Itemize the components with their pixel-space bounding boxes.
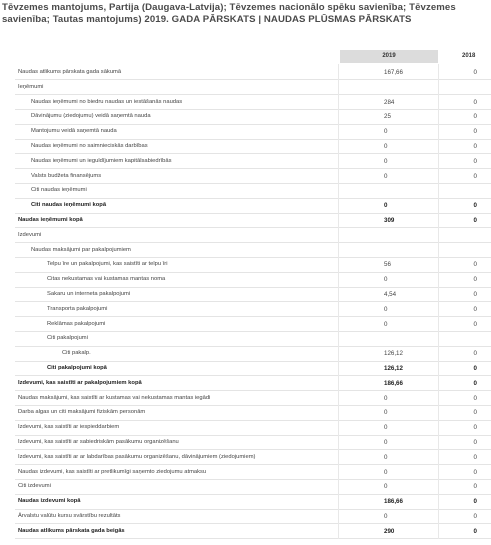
value-2018: 0 [473,350,477,358]
table-row [0,509,491,524]
value-2018: 0 [473,291,477,298]
value-2018: 0 [473,157,477,165]
column-divider [338,64,339,539]
value-2018: 0 [473,128,477,136]
row-label: Naudas atlikums pārskata gada sākumā [18,69,122,75]
value-2019: 186,66 [384,498,403,506]
value-2018: 0 [473,453,477,461]
value-2019: 284 [384,98,395,106]
row-label: Naudas izdevumi, kas saistīti ar pretlikumīgi saņemto ziedojumu atmaksu [18,468,207,475]
row-label: Mantojumu veidā saņemtā nauda [31,128,117,135]
value-2018: 0 [473,527,477,535]
table-row [0,243,491,258]
value-2018: 0 [473,439,477,446]
row-label: Izdevumi, kas saistīti ar iespieddarbiem [18,424,120,431]
row-label: Transporta pakalpojumi [47,305,108,312]
value-2019: 0 [384,453,388,461]
value-2019: 0 [384,305,388,313]
row-label: Izdevumi, kas saistīti ar sabiedriskām pasākumu organizēšanu [18,439,179,445]
value-2018: 0 [473,143,477,150]
table-row [0,198,491,213]
value-2018: 0 [473,513,477,520]
value-2019: 0 [384,394,388,402]
value-2018: 0 [473,202,477,210]
value-2019: 309 [384,217,395,224]
value-2019: 0 [384,513,388,520]
value-2019: 0 [384,202,388,210]
value-2019: 186,66 [384,379,403,387]
value-2018: 0 [473,483,477,491]
value-2019: 4,54 [384,291,397,298]
row-label: Naudas maksājumi par pakalpojumiem [31,246,131,253]
column-header-2018: 2018 [462,53,476,59]
row-label: Naudas ieņēmumi no saimnieciskās darbības [31,143,148,149]
table-row [0,272,491,287]
value-2018: 0 [473,276,477,284]
row-label: Naudas atlikums pārskata gada beigās [18,527,125,534]
value-2019: 0 [384,424,388,432]
value-2019: 25 [384,113,391,121]
row-label: Dāvinājumu (ziedojumu) veidā saņemtā nauda [31,113,151,120]
value-2019: 0 [384,468,388,476]
table-row [0,494,491,509]
table-row [0,317,491,332]
row-label: Telpu īre un pakalpojumi, kas saistīti ar telpu īri [47,261,168,268]
table-row [0,287,491,302]
value-2019: 0 [384,439,388,446]
value-2018: 0 [473,424,477,432]
row-label: Sakaru un interneta pakalpojumi [47,291,131,297]
value-2019: 0 [384,157,388,165]
value-2019: 0 [384,409,388,417]
row-label: Citas nekustamas vai kustamas mantas noma [47,276,166,283]
value-2018: 0 [473,379,477,387]
row-label: Izdevumi, kas saistīti ar ar labdarības pasākumu organizēšanu, dāvinājumiem (ziedojumiem) [18,453,256,460]
table-row [0,65,491,80]
table-row [0,479,491,494]
table-row [0,139,491,154]
value-2018: 0 [473,113,477,121]
value-2019: 0 [384,172,388,180]
row-label: Naudas ieņēmumi no biedru naudas un iestāšanās naudas [31,98,183,105]
row-label: Citi izdevumi [18,483,51,490]
value-2019: 290 [384,527,395,535]
value-2018: 0 [473,69,477,76]
row-label: Izdevumi, kas saistīti ar pakalpojumiem kopā [18,379,142,386]
value-2019: 0 [384,483,388,491]
value-2019: 0 [384,276,388,284]
table-row [0,420,491,435]
table-row [0,95,491,110]
value-2018: 0 [473,217,477,224]
table-row [0,302,491,317]
row-label: Ieņēmumi [18,83,44,90]
value-2019: 0 [384,320,388,328]
column-header-2019: 2019 [340,50,438,63]
value-2019: 167,66 [384,69,403,76]
table-row [0,331,491,346]
table-row [0,391,491,406]
table-row [0,524,491,539]
table-row [0,124,491,139]
table-row [0,435,491,450]
value-2018: 0 [473,468,477,476]
row-label: Reklāmas pakalpojumi [47,320,106,327]
row-label: Ārvalstu valūtu kursu svārstību rezultāts [18,513,121,519]
value-2018: 0 [473,498,477,506]
table-row [0,213,491,228]
value-2019: 0 [384,143,388,150]
table-row [0,450,491,465]
row-label: Valsts budžeta finansējums [31,172,102,179]
table-row [0,376,491,391]
row-label: Citi naudas ieņēmumi [31,187,87,194]
value-2018: 0 [473,261,477,269]
row-divider [15,538,491,539]
row-label: Naudas izdevumi kopā [18,498,81,505]
value-2018: 0 [473,172,477,180]
report-title: Tēvzemes mantojums, Partija (Daugava-Latvija); Tēvzemes nacionālo spēku savienība; Tēvzemes savienība; Tautas mantojums) 2019. GADA PĀRSKATS | NAUDAS PLŪSMAS PĀRSKATS [2,2,456,25]
row-label: Naudas ieņēmumi un ieguldījumiem kapitālsabiedrībās [31,157,172,164]
value-2018: 0 [473,320,477,328]
row-label: Citi pakalpojumi kopā [47,365,107,371]
table-row [0,346,491,361]
value-2019: 126,12 [384,365,403,372]
value-2018: 0 [473,394,477,402]
table-row [0,109,491,124]
table-row [0,154,491,169]
table-row [0,80,491,95]
value-2019: 126,12 [384,350,403,358]
row-label: Darba algas un citi maksājumi fiziskām personām [18,409,146,416]
table-row [0,228,491,243]
row-label: Naudas maksājumi, kas saistīti ar kustamas vai nekustamas mantas iegādi [18,394,211,401]
row-label: Izdevumi [18,231,42,238]
column-divider [438,64,439,539]
value-2018: 0 [473,365,477,372]
value-2018: 0 [473,305,477,313]
value-2019: 0 [384,128,388,136]
table-row [0,183,491,198]
table-row [0,405,491,420]
table-row [0,257,491,272]
value-2019: 56 [384,261,391,269]
table-row [0,465,491,480]
table-row [0,169,491,184]
row-label: Citi pakalp. [62,350,91,357]
table-row [0,361,491,376]
value-2018: 0 [473,409,477,417]
row-label: Naudas ieņēmumi kopā [18,217,83,223]
row-label: Citi naudas ieņēmumi kopā [31,202,107,209]
value-2018: 0 [473,98,477,106]
row-label: Citi pakalpojumi [47,335,88,342]
